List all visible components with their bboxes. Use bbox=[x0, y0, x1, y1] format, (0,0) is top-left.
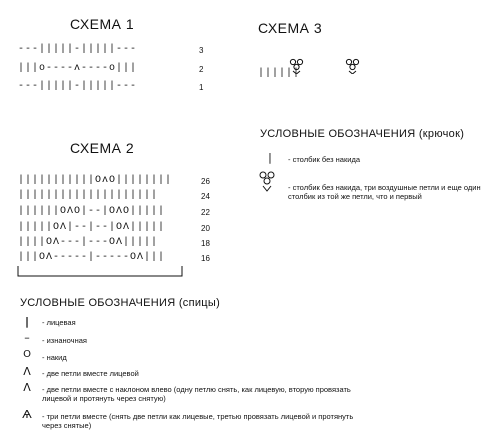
scheme1-rownum-2: 2 bbox=[199, 65, 204, 74]
scheme2-row-22: ||||||ОΛО|--|ОΛО||||| bbox=[18, 206, 166, 217]
scheme2-row-20: |||||ОΛ|--|--|ОΛ||||| bbox=[18, 222, 166, 233]
scheme2-rownum-20: 20 bbox=[201, 224, 210, 233]
scheme2-rownum-18: 18 bbox=[201, 239, 210, 248]
legend-knit-item-4: - две петли вместе лицевой bbox=[42, 369, 139, 378]
legend-knit-item-2: - изнаночная bbox=[42, 336, 87, 345]
repeat-bracket bbox=[16, 264, 186, 278]
single-crochet-icon: | bbox=[268, 151, 272, 164]
knit-stitch-icon: | bbox=[24, 315, 30, 328]
legend-crochet-heading: УСЛОВНЫЕ ОБОЗНАЧЕНИЯ (крючок) bbox=[260, 128, 465, 140]
yarn-over-icon: О bbox=[23, 349, 31, 360]
ssk-icon: Λ bbox=[23, 381, 31, 394]
scheme1-row-3: ---|||||-|||||--- bbox=[18, 44, 138, 55]
cluster-icon bbox=[256, 170, 278, 192]
cluster-icon bbox=[287, 58, 307, 74]
scheme3-row: |||||| bbox=[258, 68, 301, 79]
k3tog-icon: Ѧ bbox=[22, 408, 32, 421]
scheme2-title: СХЕМА 2 bbox=[70, 140, 135, 156]
scheme1-row-2: |||о----ʌ----о||| bbox=[18, 63, 138, 74]
scheme2-rownum-24: 24 bbox=[201, 192, 210, 201]
scheme1-rownum-1: 1 bbox=[199, 83, 204, 92]
legend-knit-item-5: - две петли вместе с наклоном влево (одну петлю снять, как лицевую, вторую провязать лицевой и протянуть через снятую) bbox=[42, 385, 351, 403]
scheme2-row-26: |||||||||||ОʌО|||||||| bbox=[18, 175, 173, 186]
legend-knit-item-3: - накид bbox=[42, 353, 67, 362]
scheme2-row-16: |||ОΛ-----|-----ОΛ||| bbox=[18, 252, 166, 263]
scheme2-rownum-16: 16 bbox=[201, 254, 210, 263]
scheme2-row-18: ||||ОΛ---|---ОΛ||||| bbox=[18, 237, 159, 248]
legend-knit-item-6: - три петли вместе (снять две петли как лицевые, третью провязать лицевой и протянуть через снятые) bbox=[42, 412, 354, 430]
scheme1-title: СХЕМА 1 bbox=[70, 16, 135, 32]
scheme2-rownum-26: 26 bbox=[201, 177, 210, 186]
cluster-icon bbox=[343, 58, 363, 74]
scheme2-rownum-22: 22 bbox=[201, 208, 210, 217]
purl-stitch-icon: – bbox=[24, 331, 30, 344]
scheme1-row-1: ---|||||-|||||--- bbox=[18, 81, 138, 92]
legend-knit-heading: УСЛОВНЫЕ ОБОЗНАЧЕНИЯ (спицы) bbox=[20, 297, 221, 309]
k2tog-icon: Λ bbox=[23, 365, 31, 378]
scheme3-title: СХЕМА 3 bbox=[258, 20, 323, 36]
legend-crochet-item-1: - столбик без накида bbox=[288, 155, 360, 164]
scheme2-row-24: |||||||||||||||||||| bbox=[18, 190, 159, 201]
legend-knit-item-1: - лицевая bbox=[42, 318, 76, 327]
legend-crochet-item-2: - столбик без накида, три воздушные петли и еще один столбик из той же петли, что и первый bbox=[288, 183, 481, 201]
scheme1-rownum-3: 3 bbox=[199, 46, 204, 55]
